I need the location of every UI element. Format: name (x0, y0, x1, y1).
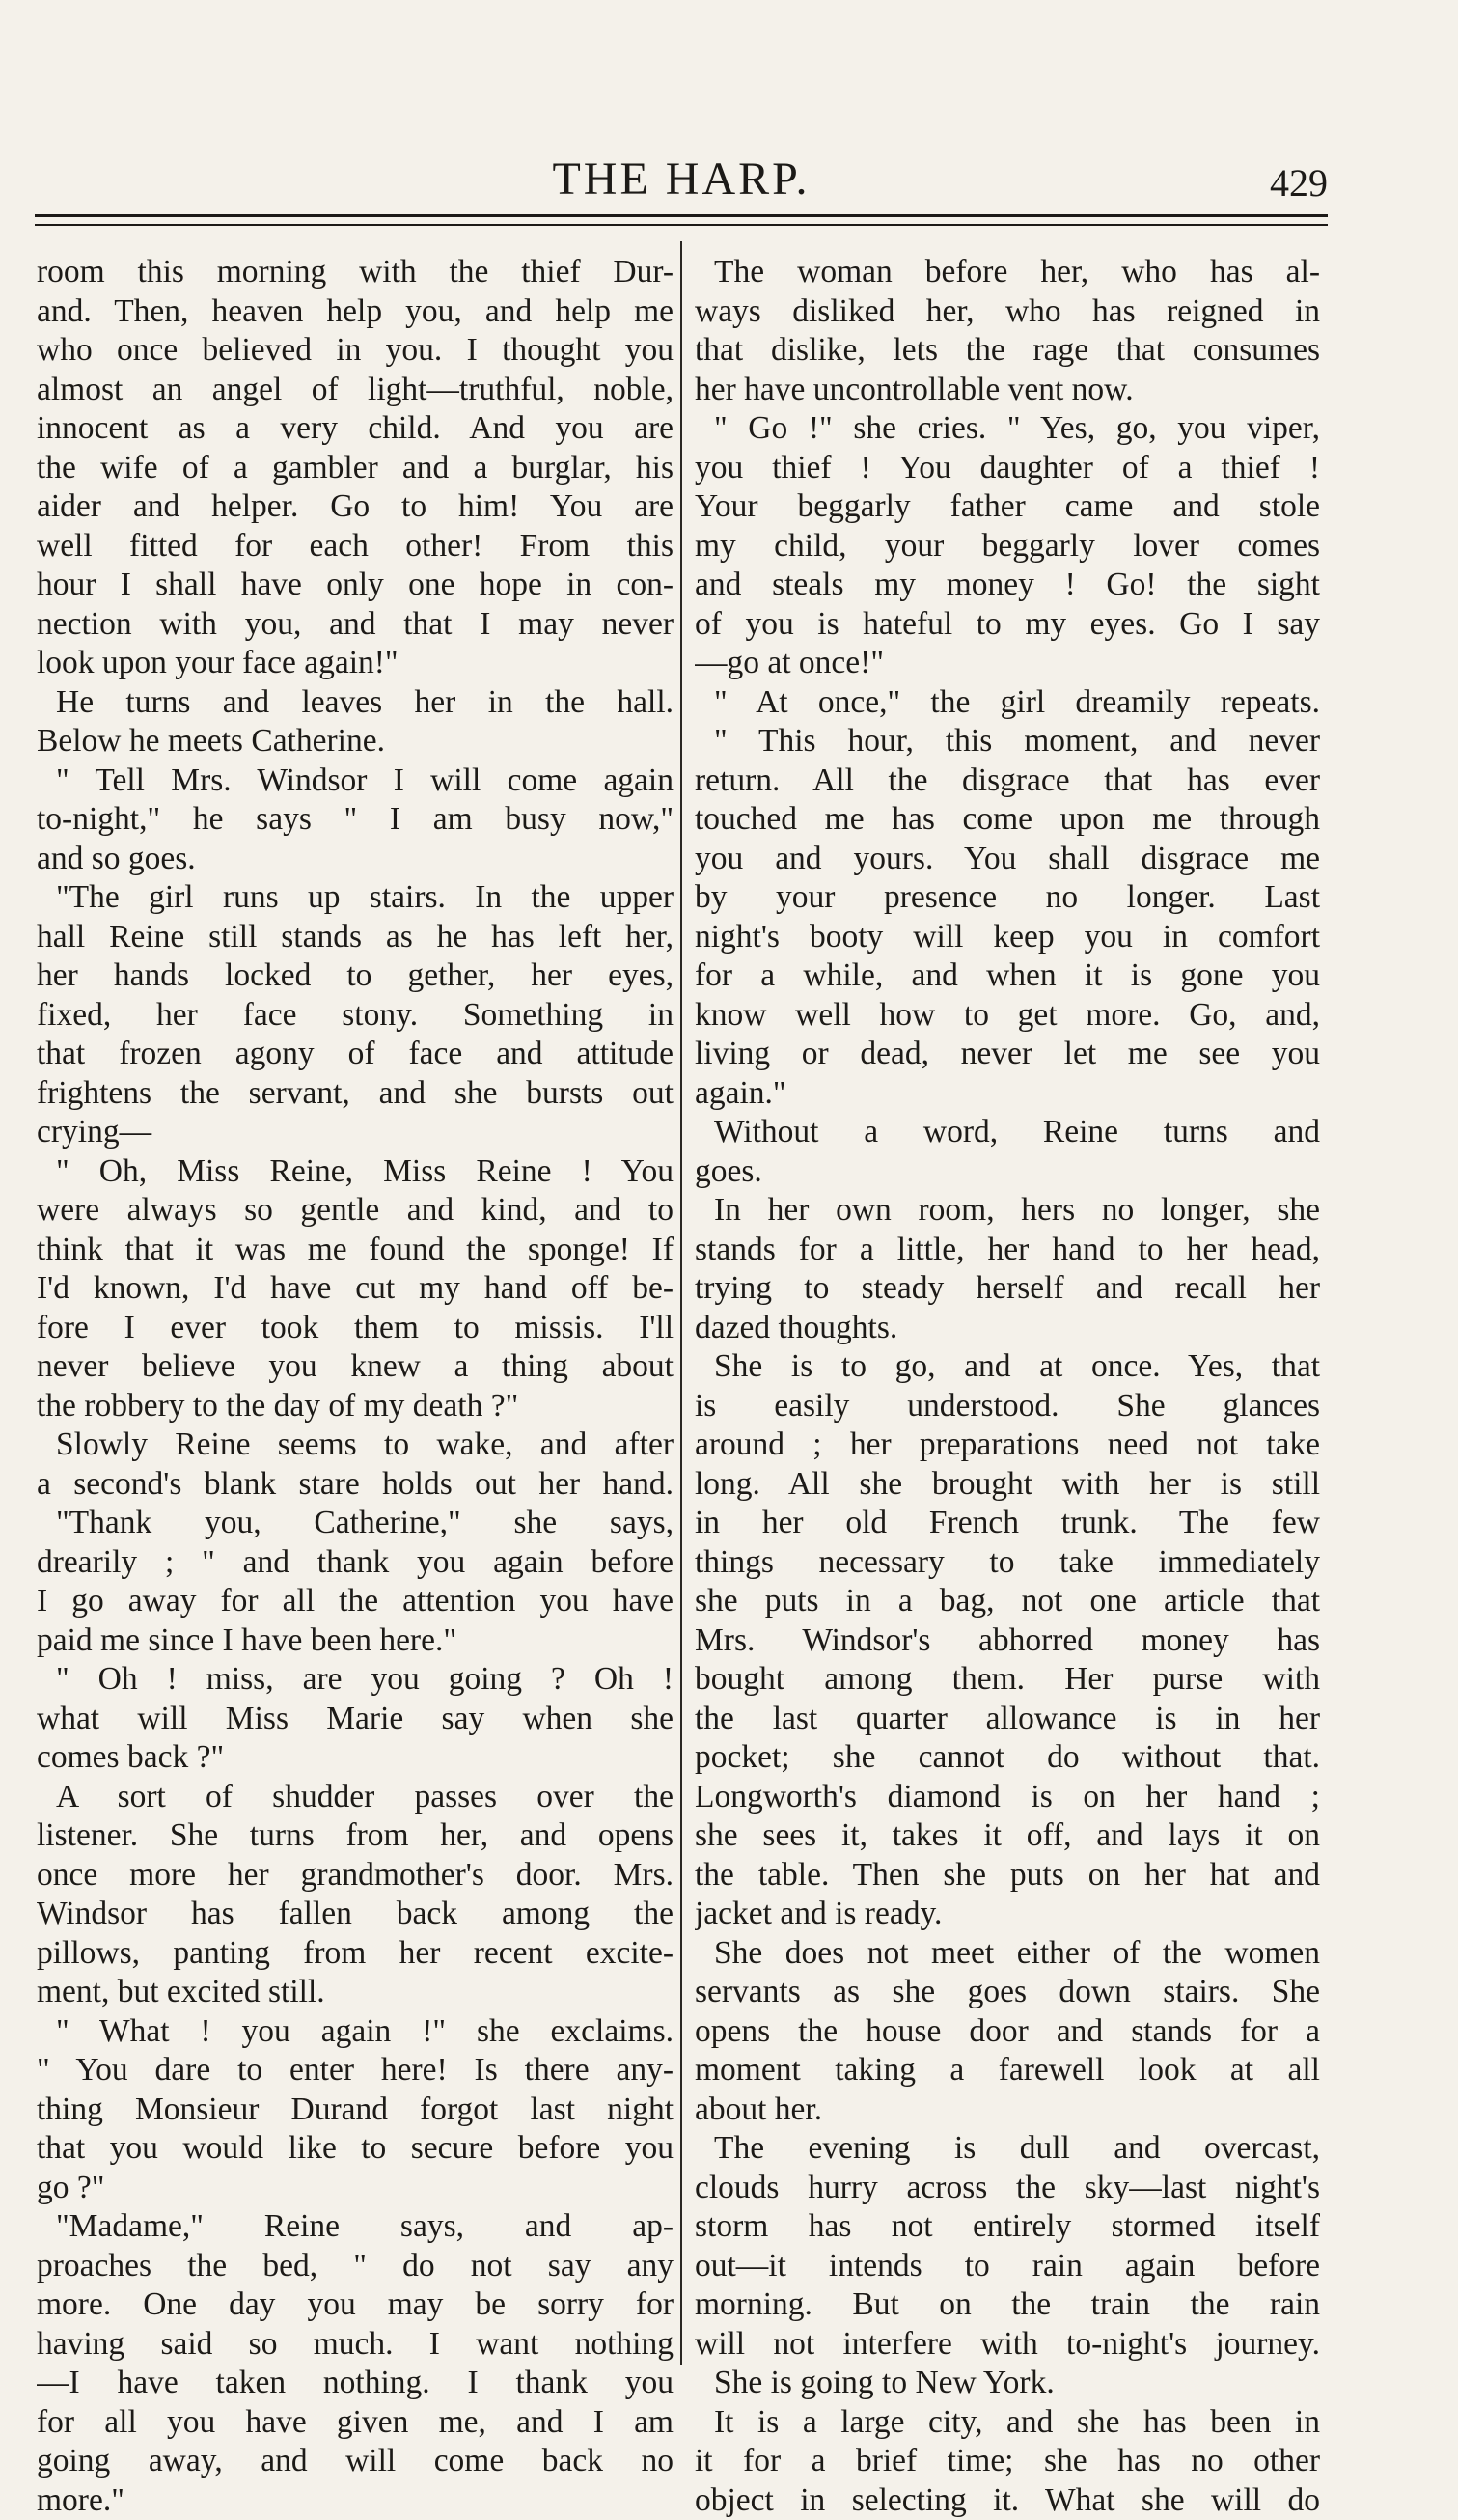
text-line: things necessary to take immediately (695, 1543, 1320, 1583)
text-line: the wife of a gambler and a burglar, his (37, 449, 674, 488)
text-line: she sees it, takes it off, and lays it on (695, 1816, 1320, 1856)
text-line: going away, and will come back no (37, 2442, 674, 2481)
text-line: Without a word, Reine turns and (695, 1113, 1320, 1152)
text-line: stands for a little, her hand to her head, (695, 1231, 1320, 1270)
text-line: " Go !" she cries. " Yes, go, you viper, (695, 409, 1320, 449)
text-line: jacket and is ready. (695, 1895, 1320, 1934)
text-line: —go at once!" (695, 644, 1320, 683)
page-title: THE HARP. (35, 151, 1328, 208)
text-line: in her old French trunk. The few (695, 1504, 1320, 1543)
text-line: I'd known, I'd have cut my hand off be- (37, 1269, 674, 1309)
text-line: " Oh ! miss, are you going ? Oh ! (37, 1660, 674, 1700)
text-line: " What ! you again !" she exclaims. (37, 2012, 674, 2052)
text-line: of you is hateful to my eyes. Go I say (695, 605, 1320, 645)
text-line: "The girl runs up stairs. In the upper (37, 878, 674, 918)
text-line: you thief ! You daughter of a thief ! (695, 449, 1320, 488)
text-line: "Madame," Reine says, and ap- (37, 2207, 674, 2247)
text-line: that frozen agony of face and attitude (37, 1035, 674, 1074)
left-column (37, 253, 674, 2520)
text-line: I go away for all the attention you have (37, 1582, 674, 1621)
text-line: hall Reine still stands as he has left her, (37, 918, 674, 957)
text-line: opens the house door and stands for a (695, 2012, 1320, 2052)
text-line: It is a large city, and she has been in (695, 2403, 1320, 2443)
text-line: more. One day you may be sorry for (37, 2285, 674, 2325)
text-line: by your presence no longer. Last (695, 878, 1320, 918)
text-line: trying to steady herself and recall her (695, 1269, 1320, 1309)
text-line: out—it intends to rain again before (695, 2247, 1320, 2286)
text-line: paid me since I have been here." (37, 1621, 674, 1661)
text-line: nection with you, and that I may never (37, 605, 674, 645)
column-divider (680, 241, 682, 2365)
text-line: were always so gentle and kind, and to (37, 1191, 674, 1231)
text-line: Below he meets Catherine. (37, 722, 674, 762)
text-line: touched me has come upon me through (695, 800, 1320, 840)
text-line: my child, your beggarly lover comes (695, 527, 1320, 567)
text-line: think that it was me found the sponge! If (37, 1231, 674, 1270)
text-line: "Thank you, Catherine," she says, (37, 1504, 674, 1543)
text-line: —I have taken nothing. I thank you (37, 2364, 674, 2403)
text-line: " Oh, Miss Reine, Miss Reine ! You (37, 1152, 674, 1192)
text-line: having said so much. I want nothing (37, 2325, 674, 2365)
text-line: In her own room, hers no longer, she (695, 1191, 1320, 1231)
text-line: it for a brief time; she has no other (695, 2442, 1320, 2481)
running-head (35, 151, 1328, 208)
text-line: never believe you knew a thing about (37, 1347, 674, 1387)
text-line: once more her grandmother's door. Mrs. (37, 1856, 674, 1896)
text-line: She is to go, and at once. Yes, that (695, 1347, 1320, 1387)
text-line: object in selecting it. What she will do (695, 2481, 1320, 2520)
text-line: the last quarter allowance is in her (695, 1700, 1320, 1739)
text-line: well fitted for each other! From this (37, 527, 674, 567)
text-line: Windsor has fallen back among the (37, 1895, 674, 1934)
text-line: comes back ?" (37, 1738, 674, 1778)
text-line: again." (695, 1074, 1320, 1114)
right-column (695, 253, 1320, 2520)
text-line: the table. Then she puts on her hat and (695, 1856, 1320, 1896)
text-line: who once believed in you. I thought you (37, 331, 674, 371)
text-line: drearily ; " and thank you again before (37, 1543, 674, 1583)
text-line: her hands locked to gether, her eyes, (37, 956, 674, 996)
text-line: to-night," he says " I am busy now," (37, 800, 674, 840)
text-line: innocent as a very child. And you are (37, 409, 674, 449)
text-line: that you would like to secure before you (37, 2129, 674, 2169)
text-line: know well how to get more. Go, and, (695, 996, 1320, 1036)
text-line: morning. But on the train the rain (695, 2285, 1320, 2325)
text-line: She does not meet either of the women (695, 1934, 1320, 1974)
text-line: crying— (37, 1113, 674, 1152)
text-line: fore I ever took them to missis. I'll (37, 1309, 674, 1348)
text-line: aider and helper. Go to him! You are (37, 487, 674, 527)
text-line: moment taking a farewell look at all (695, 2051, 1320, 2091)
text-line: long. All she brought with her is still (695, 1465, 1320, 1505)
text-line: and so goes. (37, 840, 674, 879)
text-line: " Tell Mrs. Windsor I will come again (37, 762, 674, 801)
text-line: about her. (695, 2091, 1320, 2130)
text-line: for a while, and when it is gone you (695, 956, 1320, 996)
text-line: " This hour, this moment, and never (695, 722, 1320, 762)
text-line: hour I shall have only one hope in con- (37, 566, 674, 605)
page-number: 429 (1270, 158, 1328, 208)
text-line: look upon your face again!" (37, 644, 674, 683)
text-line: She is going to New York. (695, 2364, 1320, 2403)
text-line: proaches the bed, " do not say any (37, 2247, 674, 2286)
text-line: she puts in a bag, not one article that (695, 1582, 1320, 1621)
text-line: Slowly Reine seems to wake, and after (37, 1426, 674, 1465)
text-line: He turns and leaves her in the hall. (37, 683, 674, 723)
text-line: and. Then, heaven help you, and help me (37, 292, 674, 332)
text-line: listener. She turns from her, and opens (37, 1816, 674, 1856)
text-line: goes. (695, 1152, 1320, 1192)
text-line: bought among them. Her purse with (695, 1660, 1320, 1700)
text-line: night's booty will keep you in comfort (695, 918, 1320, 957)
text-line: is easily understood. She glances (695, 1387, 1320, 1426)
header-rule-thin (35, 224, 1328, 226)
text-line: Longworth's diamond is on her hand ; (695, 1778, 1320, 1817)
text-line: ment, but excited still. (37, 1973, 674, 2012)
text-line: the robbery to the day of my death ?" (37, 1387, 674, 1426)
text-line: frightens the servant, and she bursts out (37, 1074, 674, 1114)
text-line: will not interfere with to-night's journey. (695, 2325, 1320, 2365)
text-line: " At once," the girl dreamily repeats. (695, 683, 1320, 723)
text-line: living or dead, never let me see you (695, 1035, 1320, 1074)
text-line: a second's blank stare holds out her hand. (37, 1465, 674, 1505)
text-line: The evening is dull and overcast, (695, 2129, 1320, 2169)
text-line: you and yours. You shall disgrace me (695, 840, 1320, 879)
text-line: what will Miss Marie say when she (37, 1700, 674, 1739)
text-line: for all you have given me, and I am (37, 2403, 674, 2443)
text-line: Mrs. Windsor's abhorred money has (695, 1621, 1320, 1661)
text-line: dazed thoughts. (695, 1309, 1320, 1348)
text-line: return. All the disgrace that has ever (695, 762, 1320, 801)
text-line: pocket; she cannot do without that. (695, 1738, 1320, 1778)
text-line: pillows, panting from her recent excite- (37, 1934, 674, 1974)
text-line: ways disliked her, who has reigned in (695, 292, 1320, 332)
text-line: fixed, her face stony. Something in (37, 996, 674, 1036)
text-line: Your beggarly father came and stole (695, 487, 1320, 527)
text-line: A sort of shudder passes over the (37, 1778, 674, 1817)
text-line: her have uncontrollable vent now. (695, 371, 1320, 410)
text-line: and steals my money ! Go! the sight (695, 566, 1320, 605)
text-line: clouds hurry across the sky—last night's (695, 2169, 1320, 2208)
text-line: room this morning with the thief Dur- (37, 253, 674, 292)
text-line: " You dare to enter here! Is there any- (37, 2051, 674, 2091)
text-line: more." (37, 2481, 674, 2520)
text-line: go ?" (37, 2169, 674, 2208)
text-line: around ; her preparations need not take (695, 1426, 1320, 1465)
text-line: that dislike, lets the rage that consumes (695, 331, 1320, 371)
header-rule-thick (35, 214, 1328, 217)
text-line: thing Monsieur Durand forgot last night (37, 2091, 674, 2130)
text-line: The woman before her, who has al- (695, 253, 1320, 292)
text-line: almost an angel of light—truthful, noble, (37, 371, 674, 410)
text-line: servants as she goes down stairs. She (695, 1973, 1320, 2012)
text-line: storm has not entirely stormed itself (695, 2207, 1320, 2247)
